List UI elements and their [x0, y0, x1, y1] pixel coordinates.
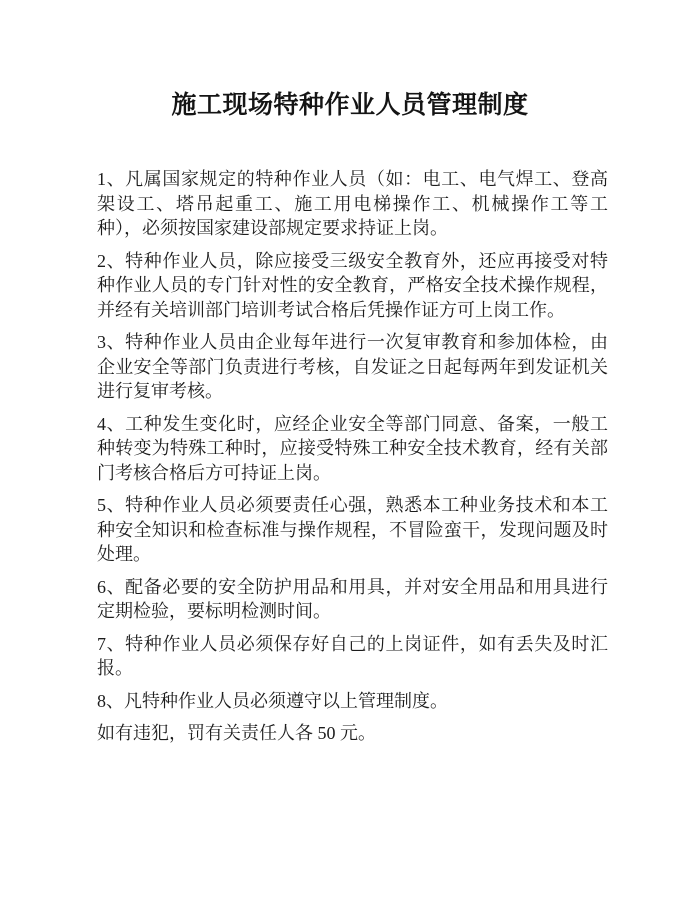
paragraph-7: 7、特种作业人员必须保存好自己的上岗证件，如有丢失及时汇报。 — [97, 633, 608, 679]
paragraph-1: 1、凡属国家规定的特种作业人员（如：电工、电气焊工、登高架设工、塔吊起重工、施工用电梯操作工、机械操作工等工种），必须按国家建设部规定要求持证上岗。 — [97, 169, 608, 239]
paragraph-5: 5、特种作业人员必须要责任心强，熟悉本工种业务技术和本工种安全知识和检查标准与操作规程，不冒险蛮干，发现问题及时处理。 — [97, 495, 608, 565]
paragraph-2: 2、特种作业人员，除应接受三级安全教育外，还应再接受对特种作业人员的专门针对性的安全教育，严格安全技术操作规程，并经有关培训部门培训考试合格后凭操作证方可上岗工作。 — [97, 250, 608, 320]
closing-line: 如有违犯，罚有关责任人各 50 元。 — [97, 723, 376, 744]
paragraph-3: 3、特种作业人员由企业每年进行一次复审教育和参加体检，由企业安全等部门负责进行考核，自发证之日起每两年到发证机关进行复审考核。 — [97, 332, 608, 402]
paragraph-4: 4、工种发生变化时，应经企业安全等部门同意、备案，一般工种转变为特殊工种时，应接受特殊工种安全技术教育，经有关部门考核合格后方可持证上岗。 — [97, 413, 608, 483]
paragraph-6: 6、配备必要的安全防护用品和用具，并对安全用品和用具进行定期检验，要标明检测时间。 — [97, 576, 608, 622]
document-body — [0, 167, 700, 746]
page-title: 施工现场特种作业人员管理制度 — [171, 92, 529, 119]
paragraph-8: 8、凡特种作业人员必须遵守以上管理制度。 — [97, 690, 448, 711]
